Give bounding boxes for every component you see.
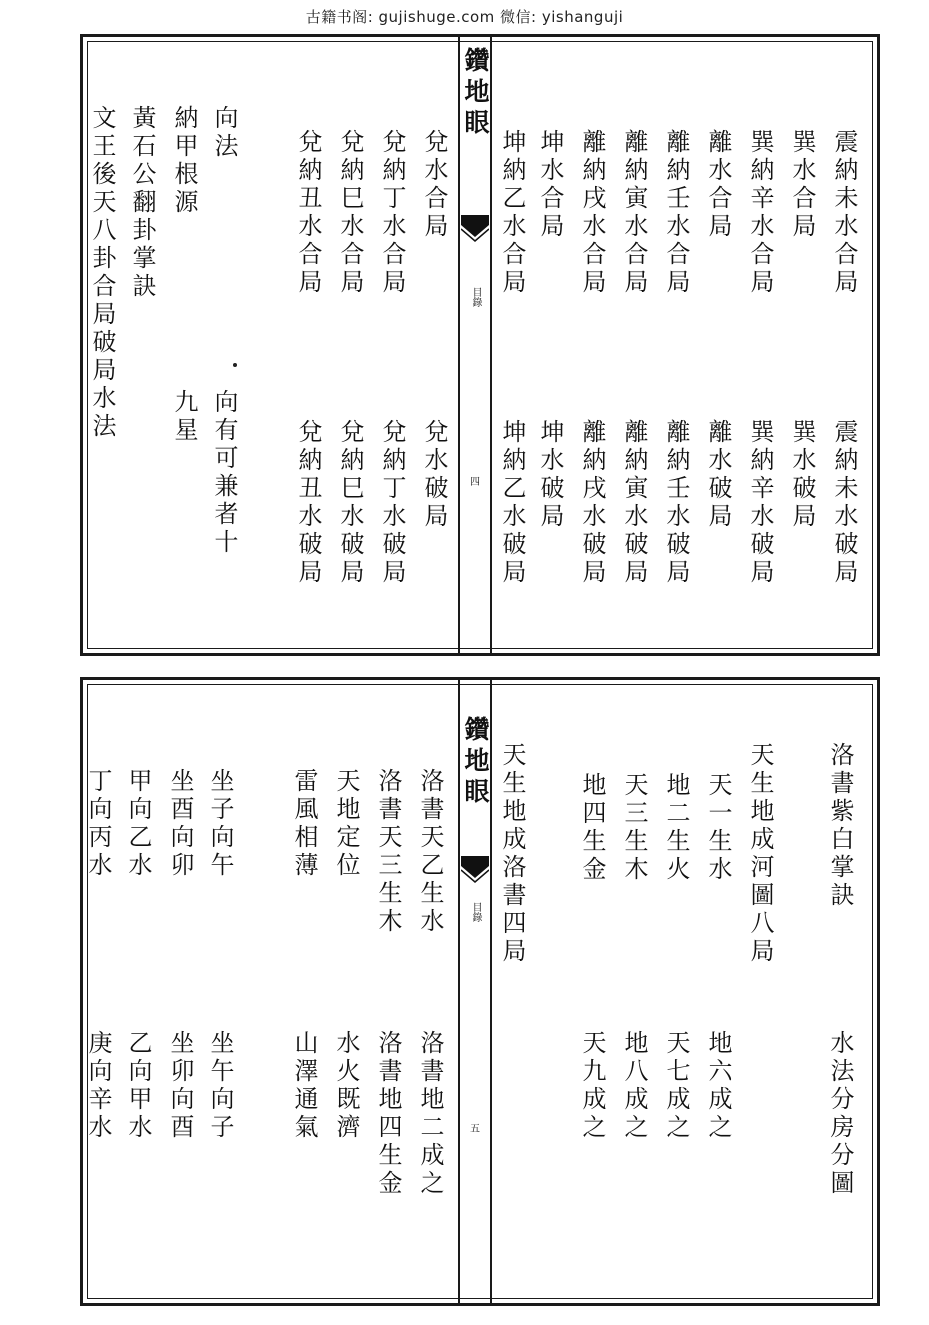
top-spine [458, 37, 492, 653]
toc-entry: 水法分房分圖 [826, 1030, 854, 1198]
toc-entry: 兌納丑水破局 [294, 419, 322, 587]
toc-entry: 乙向甲水 [124, 1030, 152, 1142]
page-number: 四 [470, 477, 480, 488]
toc-entry: 地六成之 [704, 1030, 732, 1142]
bottom-spine [458, 680, 492, 1303]
toc-entry: 山澤通氣 [290, 1030, 318, 1142]
spine-title: 鑽地眼 [461, 716, 490, 809]
toc-entry: 丁向丙水 [84, 768, 112, 880]
toc-entry: 坤水破局 [536, 419, 564, 531]
toc-entry: 洛書天三生木 [374, 768, 402, 936]
section-label: 目錄 [470, 287, 481, 307]
toc-entry: 洛書地二成之 [416, 1030, 444, 1198]
section-label: 目錄 [470, 902, 481, 922]
toc-entry: 坐午向子 [206, 1030, 234, 1142]
toc-entry: 離水合局 [704, 129, 732, 241]
toc-entry: 兌納巳水破局 [336, 419, 364, 587]
toc-entry: 離納壬水破局 [662, 419, 690, 587]
toc-entry: 震納未水合局 [830, 129, 858, 297]
toc-entry: 天三生木 [620, 772, 648, 884]
toc-entry: 巽水合局 [788, 129, 816, 241]
toc-entry: 離納寅水破局 [620, 419, 648, 587]
toc-entry: 兌水合局 [420, 129, 448, 241]
toc-entry: 向法 [210, 105, 238, 161]
toc-entry: 雷風相薄 [290, 768, 318, 880]
toc-entry: 地四生金 [578, 772, 606, 884]
toc-entry: 坤納乙水合局 [498, 129, 526, 297]
toc-entry: 兌水破局 [420, 419, 448, 531]
toc-entry: 九星 [170, 389, 198, 445]
toc-entry: 納甲根源 [170, 105, 198, 217]
toc-entry: 洛書天乙生水 [416, 768, 444, 936]
toc-entry: 地二生火 [662, 772, 690, 884]
toc-entry: 黃石公翻卦掌訣 [128, 105, 156, 301]
toc-entry: 天生地成河圖八局 [746, 742, 774, 966]
toc-entry: 坤水合局 [536, 129, 564, 241]
toc-entry: 巽納辛水破局 [746, 419, 774, 587]
toc-entry: 向有可兼者十 [210, 389, 238, 557]
toc-entry: 洛書紫白掌訣 [826, 742, 854, 910]
toc-entry: 水火既濟 [332, 1030, 360, 1142]
spine-title: 鑽地眼 [461, 47, 490, 140]
fishtail-mark-icon [461, 215, 489, 245]
toc-entry: 離水破局 [704, 419, 732, 531]
page-number: 五 [470, 1124, 480, 1135]
toc-entry: 坤納乙水破局 [498, 419, 526, 587]
toc-entry: 離納寅水合局 [620, 129, 648, 297]
watermark-header: 古籍书阁: gujishuge.com 微信: yishanguji [305, 8, 624, 26]
toc-entry: 坐子向午 [206, 768, 234, 880]
toc-entry: 離納壬水合局 [662, 129, 690, 297]
ink-dot-mark [233, 363, 237, 367]
toc-entry: 兌納丁水破局 [378, 419, 406, 587]
toc-entry: 天九成之 [578, 1030, 606, 1142]
toc-entry: 天一生水 [704, 772, 732, 884]
toc-entry: 洛書地四生金 [374, 1030, 402, 1198]
toc-entry: 兌納巳水合局 [336, 129, 364, 297]
toc-entry: 離納戌水合局 [578, 129, 606, 297]
bottom-folio [80, 677, 880, 1306]
toc-entry: 離納戌水破局 [578, 419, 606, 587]
toc-entry: 兌納丁水合局 [378, 129, 406, 297]
toc-entry: 天生地成洛書四局 [498, 742, 526, 966]
toc-entry: 坐卯向酉 [166, 1030, 194, 1142]
toc-entry: 天七成之 [662, 1030, 690, 1142]
toc-entry: 坐酉向卯 [166, 768, 194, 880]
top-folio [80, 34, 880, 656]
toc-entry: 兌納丑水合局 [294, 129, 322, 297]
toc-entry: 天地定位 [332, 768, 360, 880]
toc-entry: 甲向乙水 [124, 768, 152, 880]
toc-entry: 文王後天八卦合局破局水法 [88, 105, 116, 441]
toc-entry: 巽納辛水合局 [746, 129, 774, 297]
toc-entry: 震納未水破局 [830, 419, 858, 587]
toc-entry: 地八成之 [620, 1030, 648, 1142]
toc-entry: 庚向辛水 [84, 1030, 112, 1142]
fishtail-mark-icon [461, 856, 489, 886]
toc-entry: 巽水破局 [788, 419, 816, 531]
